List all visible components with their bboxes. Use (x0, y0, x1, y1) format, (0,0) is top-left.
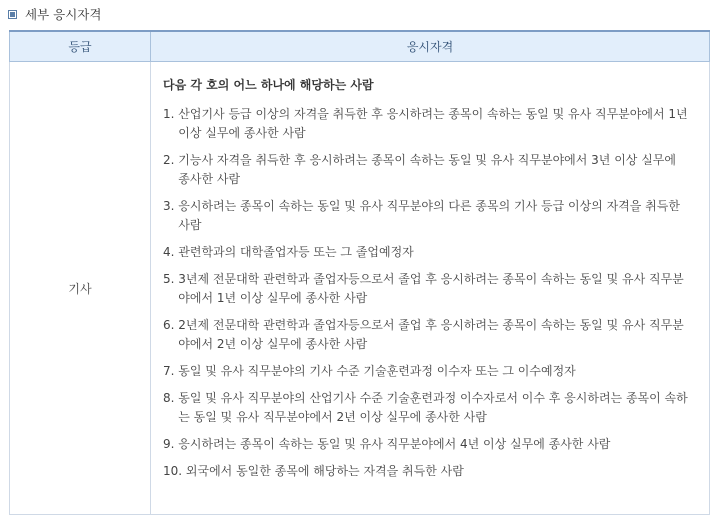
item-text: 동일 및 유사 직무분야의 기사 수준 기술훈련과정 이수자 또는 그 이수예정자 (178, 364, 576, 378)
qualification-list (163, 105, 709, 481)
list-item (163, 151, 709, 189)
item-text: 기능사 자격을 취득한 후 응시하려는 종목이 속하는 동일 및 유사 직무분야에서 3년 이상 실무에 종사한 사람 (178, 153, 676, 186)
item-number: 2. (163, 153, 179, 167)
item-text: 3년제 전문대학 관련학과 졸업자등으로서 졸업 후 응시하려는 종목이 속하는 동일 및 유사 직무분야에서 1년 이상 실무에 종사한 사람 (178, 272, 684, 305)
item-text: 응시하려는 종목이 속하는 동일 및 유사 직무분야에서 4년 이상 실무에 종사한 사람 (178, 437, 611, 451)
section-header (8, 5, 101, 23)
list-item (163, 435, 709, 454)
item-number: 6. (163, 318, 179, 332)
list-item (163, 270, 709, 308)
item-number: 10. (163, 464, 186, 478)
item-text: 외국에서 동일한 종목에 해당하는 자격을 취득한 사람 (185, 464, 464, 478)
item-number: 9. (163, 437, 179, 451)
item-text: 관련학과의 대학졸업자등 또는 그 졸업예정자 (178, 245, 414, 259)
item-number: 5. (163, 272, 179, 286)
item-text: 산업기사 등급 이상의 자격을 취득한 후 응시하려는 종목이 속하는 동일 및 유사 직무분야에서 1년 이상 실무에 종사한 사람 (178, 107, 688, 140)
header-qualification: 응시자격 (151, 31, 710, 62)
list-item (163, 316, 709, 354)
qualification-cell (151, 62, 710, 515)
item-number: 1. (163, 107, 179, 121)
item-number: 8. (163, 391, 179, 405)
item-number: 4. (163, 245, 179, 259)
item-text: 2년제 전문대학 관련학과 졸업자등으로서 졸업 후 응시하려는 종목이 속하는 동일 및 유사 직무분야에서 2년 이상 실무에 종사한 사람 (178, 318, 684, 351)
item-number: 3. (163, 199, 179, 213)
list-item (163, 243, 709, 262)
list-item (163, 105, 709, 143)
list-item (163, 197, 709, 235)
item-number: 7. (163, 364, 179, 378)
grade-cell: 기사 (10, 62, 151, 515)
list-item (163, 389, 709, 427)
qualification-table (9, 30, 710, 515)
item-text: 동일 및 유사 직무분야의 산업기사 수준 기술훈련과정 이수자로서 이수 후 응시하려는 종목이 속하는 동일 및 유사 직무분야에서 2년 이상 실무에 종사한 사람 (178, 391, 688, 424)
table-row (10, 62, 710, 515)
section-title: 세부 응시자격 (25, 7, 102, 22)
table-header-row (10, 31, 710, 62)
header-grade: 등급 (10, 31, 151, 62)
list-item (163, 362, 709, 381)
item-text: 응시하려는 종목이 속하는 동일 및 유사 직무분야의 다른 종목의 기사 등급 이상의 자격을 취득한 사람 (178, 199, 680, 232)
qualification-intro: 다음 각 호의 어느 하나에 해당하는 사람 (163, 78, 374, 92)
square-bullet-icon (8, 10, 17, 19)
list-item (163, 462, 709, 481)
